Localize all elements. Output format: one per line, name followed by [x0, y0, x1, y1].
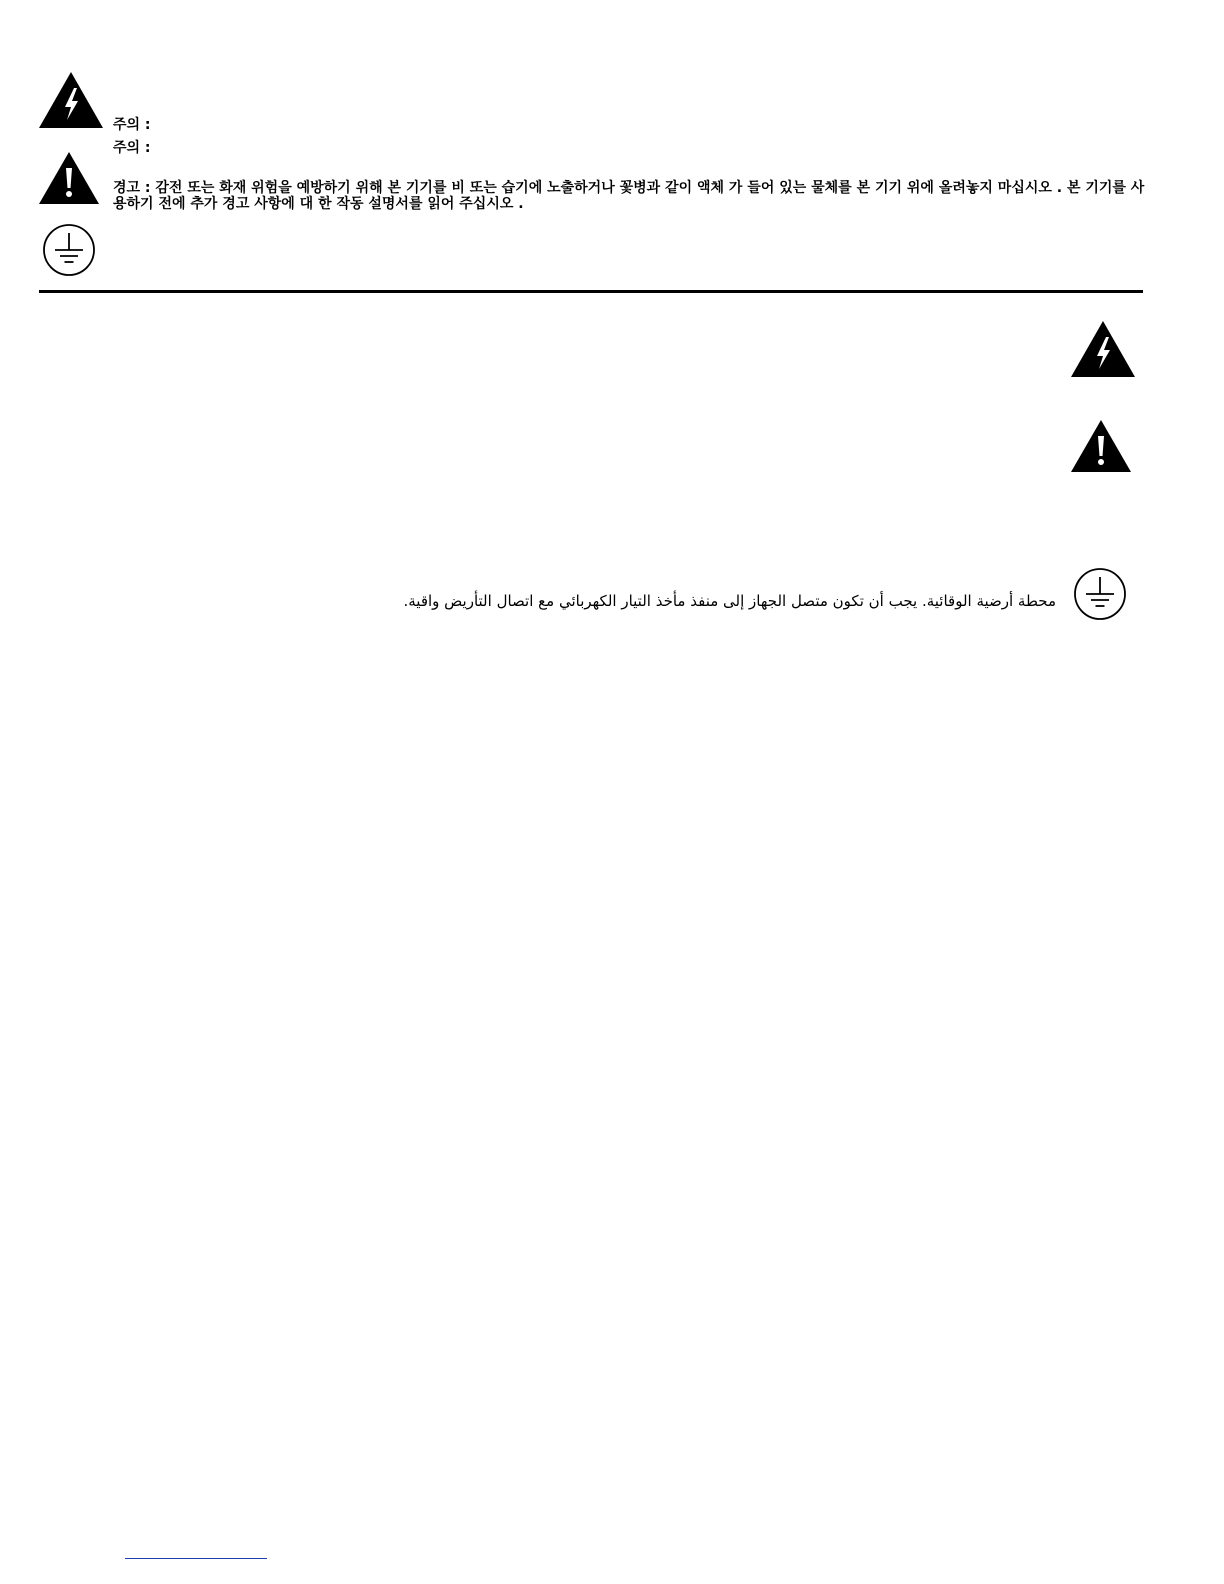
warning-text: 경고 : 감전 또는 화재 위험을 예방하기 위해 본 기기를 비 또는 습기에 노출하거나 꽃병과 같이 액체 가 들어 있는 물체를 본 기기 위에 올려놓지 마십시오 . 본 기기를 사용하기 전에 추가 경고 사항에 대 한 작동 설명서를 읽어 주십시오 .	[113, 180, 1145, 212]
protective-ground-icon	[1073, 567, 1127, 621]
section-divider	[39, 290, 1143, 293]
footer-link-line[interactable]	[125, 1558, 267, 1559]
caution-label-1: 주의 :	[113, 117, 151, 133]
caution-label-2: 주의 :	[113, 140, 151, 156]
ground-description-arabic: محطة أرضية الوقائية. يجب أن تكون متصل الجهاز إلى منفذ مأخذ التيار الكهربائي مع اتصال التأريض واقية.	[403, 592, 1056, 610]
exclamation-warning-icon	[1070, 419, 1132, 473]
lightning-warning-icon	[38, 71, 104, 129]
protective-ground-icon	[42, 223, 96, 277]
exclamation-warning-icon	[38, 151, 100, 205]
lightning-warning-icon	[1070, 320, 1136, 378]
